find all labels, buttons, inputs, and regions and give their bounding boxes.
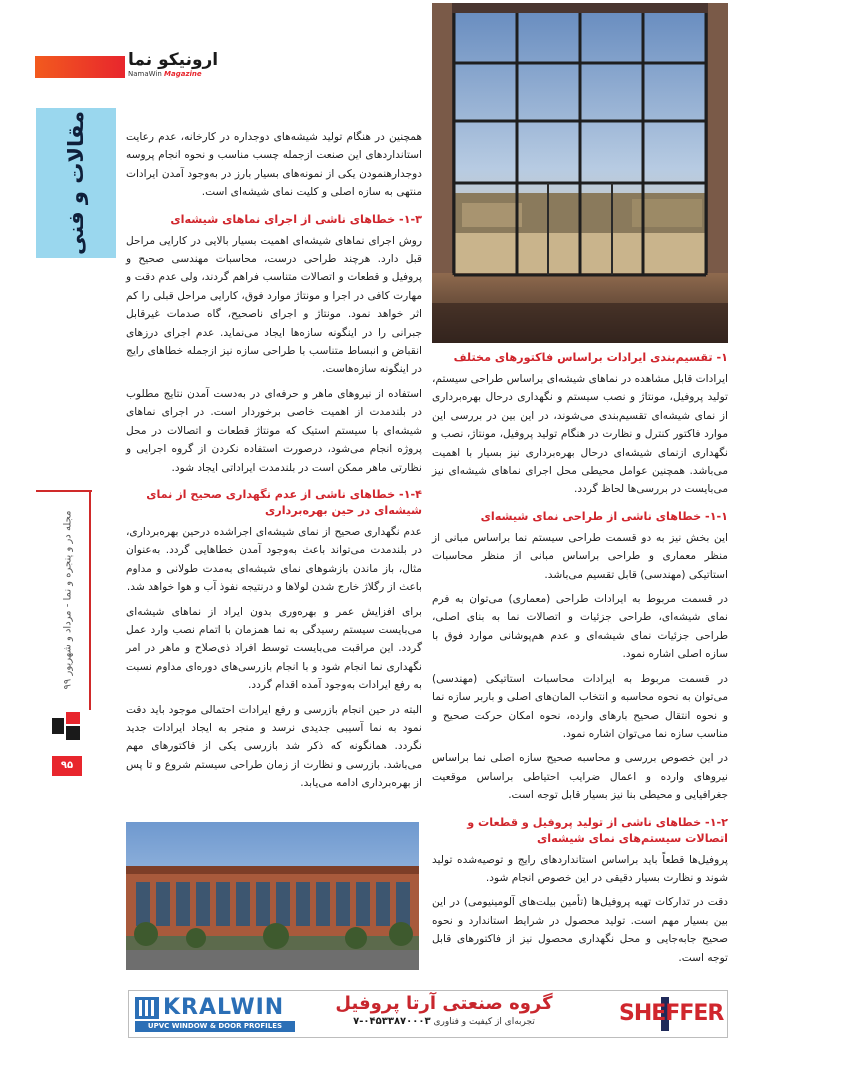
right-text-column — [432, 350, 728, 973]
section-1-4-paragraph-2: برای افزایش عمر و بهره‌وری بدون ایراد از نماهای شیشه‌ای می‌بایست سیستم رسیدگی به نما همزمان با اتمام نصب وارد عمل گردد. این مراقبت می‌بایست توسط افراد ذی‌صلاح و ماهر در امر نگهداری نما انجام شود و با انجام بازرسی‌های دوره‌ای مداوم نسبت به رفع ایرادات به‌وجود آمده اقدام گردد. — [126, 605, 422, 692]
building-exterior-photo — [126, 822, 419, 970]
logo-brand: NamaWin — [128, 70, 162, 78]
section-1-1-paragraph-2: در قسمت مربوط به ایرادات طراحی (معماری) می‌توان به فرم نمای شیشه‌ای، طراحی جزئیات و اتصالات نما به بنای اصلی، طراحی جزئیات نمای شیشه‌ای و عدم هم‌پوشانی موارد فوق با سازه اصلی اشاره نمود. — [432, 593, 728, 661]
logo-subtitle — [128, 70, 202, 78]
advertisement-banner[interactable] — [128, 990, 728, 1038]
issue-divider-vertical — [89, 490, 91, 710]
ad-tagline-line — [319, 1015, 569, 1029]
ad-phone: ۰۴۵۳۳۸۷۰۰۰۳-۷ — [353, 1016, 431, 1027]
sheffer-name: SHEFFER — [619, 1001, 724, 1026]
page-number: ۹۵ — [52, 756, 82, 776]
section-1-2-heading: ۱-۲- خطاهای ناشی از تولید پروفیل و قطعات و اتصالات سیستم‌های نمای شیشه‌ای — [467, 815, 728, 845]
issue-label-box — [56, 500, 80, 700]
kralwin-logo — [135, 995, 295, 1033]
logo-title: ارونیکو نما — [128, 50, 219, 70]
section-1-3-heading: ۱-۳- خطاهای ناشی از اجرای نماهای شیشه‌ای — [170, 212, 422, 226]
section-1-3-paragraph-2: استفاده از نیروهای ماهر و حرفه‌ای در به‌دست آمدن نتایج مطلوب در بلندمدت از اهمیت خاصی برخوردار است. در اجرای نماهای شیشه‌ای با سیستم استیک که مونتاژ قطعات و اتصالات در محل پروژه انجام می‌شود، درصورت استفاده نکردن از گروه اجرایی و نظارتی ماهر ممکن است در بلندمدت ایراداتی ایجاد شود. — [126, 387, 422, 474]
section-1-1-paragraph-4: در این خصوص بررسی و محاسبه صحیح سازه اصلی نما براساس نیروهای وارده و اعمال ضرایب احتیاطی براساس موقعیت جغرافیایی و محیطی بنا نیز بسیار قابل توجه است. — [432, 752, 728, 802]
section-1-2-paragraph-2: دقت در تدارکات تهیه پروفیل‌ها (تأمین بیلت‌های آلومینیومی) در این بین بسیار مهم است. تولید محصول در شرایط استاندارد و نحوه صحیح جابه‌جایی و محل نگهداری محصول نیز از فاکتورهای قابل توجه است. — [432, 896, 728, 964]
intro-paragraph: همچنین در هنگام تولید شیشه‌های دوجداره در کارخانه، عدم رعایت استانداردهای این صنعت ازجمله چسب مناسب و نحوه انجام پروسه دوجدارهنمودن یکی از نمونه‌های بسیار بارز در به‌وجود آمدن ایرادات منتهی به سازه اصلی و کلیت نمای شیشه‌ای است. — [126, 131, 422, 199]
magazine-mark-icon — [52, 712, 80, 740]
kralwin-name: KRALWIN — [163, 995, 285, 1020]
section-1-paragraph: ایرادات قابل مشاهده در نماهای شیشه‌ای براساس طراحی سیستم، تولید پروفیل، مونتاژ و نصب سیستم و نگهداری درحال بهره‌برداری از نمای شیشه‌ای تقسیم‌بندی می‌شوند، در این بین در بررسی این موارد فاکتور کنترل و نظارت در هنگام تولید پروفیل، مونتاژ، نصب و نگهداری ازنمای شیشه‌ای درحال بهره‌برداری نیز بسیار با اهمیت می‌باشد. همچنین عوامل محیطی محل اجرای نماهای شیشه‌ای نیز می‌بایست در بررسی‌ها لحاظ گردد. — [432, 373, 728, 496]
logo-color-bar — [35, 56, 125, 78]
section-tab — [36, 108, 116, 258]
section-1-3-paragraph-1: روش اجرای نماهای شیشه‌ای اهمیت بسیار بالایی در کارایی مراحل قبل دارد. هرچند طراحی درست، محاسبات مهندسی صحیح و پروفیل و قطعات و اتصالات متناسب فراهم گردند، ولی عدم دقت و مهارت کافی در اجرا و مونتاژ موارد فوق، کارایی مراحل قبلی را کم اثر خواهد نمود. مونتاژ و اجرای ناصحیح، گاه صدمات غیرقابل جبرانی را در اینگونه سازه‌ها ایجاد می‌نماید. عدم اجرای درزهای انقباض و انبساط متناسب با طراحی سازه نیز ازجمله خطاهای رایج در اینگونه سازه‌هاست. — [126, 234, 422, 376]
left-text-column — [126, 128, 422, 799]
kralwin-subtitle: UPVC WINDOW & DOOR PROFILES — [135, 1021, 295, 1032]
ad-center-text — [319, 993, 569, 1035]
section-1-4-heading: ۱-۴- خطاهای ناشی از عدم نگهداری صحیح از نمای شیشه‌ای در حین بهره‌برداری — [146, 487, 422, 517]
section-1-4-paragraph-3: البته در حین انجام بازرسی و رفع ایرادات احتمالی موجود باید دقت نمود به نما آسیبی جدیدی نرسد و منجر به ایجاد ایرادات جدید نگردد. همانگونه که ذکر شد بازرسی یکی از فاکتورهای مهم می‌باشد. بازرسی و نظارت از زمان طراحی سیستم شروع و تا پس از بهره‌برداری ادامه می‌یابد. — [126, 703, 422, 790]
glass-facade-photo — [432, 3, 728, 343]
section-tab-label: مقالات و فنی — [64, 111, 88, 255]
section-1-1-heading: ۱-۱- خطاهای ناشی از طراحی نمای شیشه‌ای — [480, 509, 728, 523]
issue-label: مجله در و پنجره و نما - مرداد و شهریور ۹۹ — [62, 510, 74, 690]
ad-tagline: تجربه‌ای از کیفیت و فناوری — [433, 1017, 535, 1027]
section-1-heading: ۱- تقسیم‌بندی ایرادات براساس فاکتورهای مختلف — [453, 351, 728, 364]
window-icon — [135, 997, 159, 1019]
section-1-1-paragraph-3: در قسمت مربوط به ایرادات محاسبات استاتیکی (مهندسی) می‌توان به نحوه محاسبه و انتخاب المان‌های اصلی و باربر سازه نما و نحوه انتقال صحیح بارهای وارده، نحوه امکان حرکت صحیح و مناسب سازه نما می‌توان اشاره نمود. — [432, 672, 728, 740]
section-1-4-paragraph-1: عدم نگهداری صحیح از نمای شیشه‌ای اجراشده درحین بهره‌برداری، در بلندمدت می‌تواند باعث به‌وجود آمدن خطاهایی گردد. به‌عنوان مثال، باز ماندن بازشوهای نمای شیشه‌ای به‌مدت طولانی و مداوم باعث از رگلاژ خارج شدن لولاها و درنتیجه نفوذ آب و هوا خواهد شد. — [126, 525, 422, 594]
logo-magazine: Magazine — [164, 70, 202, 78]
issue-divider-horizontal — [36, 490, 92, 492]
sheffer-logo — [619, 997, 724, 1031]
section-1-1-paragraph-1: این بخش نیز به دو قسمت طراحی سیستم نما براساس مبانی از منظر معماری و طراحی براساس مبانی از منظر محاسبات استاتیکی (مهندسی) قابل تقسیم می‌باشد. — [432, 531, 728, 581]
section-1-2-paragraph-1: پروفیل‌ها قطعاً باید براساس استانداردهای رایج و توصیه‌شده تولید شوند و نظارت بسیار دقیقی در این خصوص انجام شود. — [432, 853, 728, 884]
ad-title: گروه صنعتی آرتا پروفیل — [335, 993, 553, 1014]
